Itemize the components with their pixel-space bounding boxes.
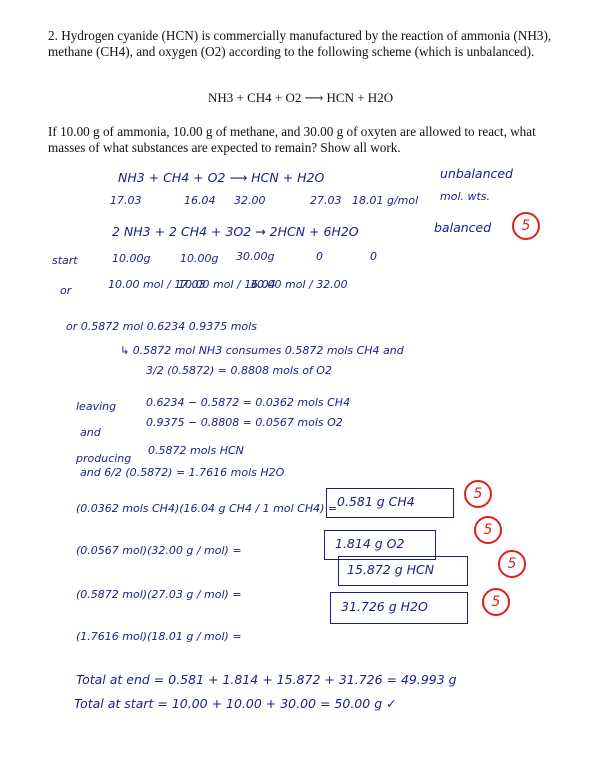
start-label: start (52, 254, 78, 267)
answer-box-hcn (338, 556, 468, 586)
mole-amounts: or 0.5872 mol 0.6234 0.9375 mols (66, 320, 257, 333)
start-o2: 30.00g (236, 250, 275, 263)
or-label: or (60, 284, 72, 297)
molwt-hcn: 27.03 (310, 194, 342, 207)
fraction-nh3: 10.00 mol / 17.03 (108, 278, 206, 291)
start-nh3: 10.00g (112, 252, 151, 265)
unbalanced-note: unbalanced (440, 166, 513, 181)
unbalanced-equation: NH3 + CH4 + O2 ⟶ HCN + H2O (118, 170, 325, 185)
score-badge: 5 (482, 588, 510, 616)
reaction-equation: NH3 + CH4 + O2 ⟶ HCN + H2O (208, 90, 394, 105)
score-badge: 5 (464, 480, 492, 508)
fraction-ch4: 10.00 mol / 16.04 (178, 278, 276, 291)
problem-text: 2. Hydrogen cyanide (HCN) is commercially manufactured by the reaction of ammonia (NH3), methane (CH4), and oxygen (O2) according to the following scheme (which is unbalanced). (48, 28, 552, 59)
score-badge: 5 (512, 212, 540, 240)
score-badge: 5 (498, 550, 526, 578)
balanced-equation: 2 NH3 + 2 CH4 + 3O2 → 2HCN + 6H2O (112, 224, 359, 239)
score-badge: 5 (474, 516, 502, 544)
calc-ch4: (0.0362 mols CH4)(16.04 g CH4 / 1 mol CH4) = (76, 502, 338, 515)
balanced-note: balanced (434, 220, 492, 235)
answer-h2o: 31.726 g H2O (341, 599, 428, 614)
answer-hcn: 15.872 g HCN (347, 562, 435, 577)
calc-hcn: (0.5872 mol)(27.03 g / mol) = (76, 588, 242, 601)
leaving-label: leaving (76, 400, 117, 413)
answer-box-h2o (330, 592, 468, 624)
molwt-nh3: 17.03 (110, 194, 142, 207)
answer-o2: 1.814 g O2 (335, 536, 405, 551)
molwt-o2: 32.00 (234, 194, 266, 207)
answer-box-ch4 (326, 488, 454, 518)
calc-h2o: (1.7616 mol)(18.01 g / mol) = (76, 630, 242, 643)
leftover-o2: 0.9375 − 0.8808 = 0.0567 mols O2 (146, 416, 343, 429)
and-label: and (80, 426, 101, 439)
answer-ch4: 0.581 g CH4 (337, 494, 415, 509)
leftover-ch4: 0.6234 − 0.5872 = 0.0362 mols CH4 (146, 396, 351, 409)
start-ch4: 10.00g (180, 252, 219, 265)
molwt-h2o: 18.01 g/mol (352, 194, 419, 207)
producing-label: producing (76, 452, 132, 465)
total-at-end: Total at end = 0.581 + 1.814 + 15.872 + 31.726 = 49.993 g (76, 672, 457, 687)
produced-h2o: and 6/2 (0.5872) = 1.7616 mols H2O (80, 466, 285, 479)
o2-consumed: 3/2 (0.5872) = 0.8808 mols of O2 (146, 364, 332, 377)
total-at-start: Total at start = 10.00 + 10.00 + 30.00 = 50.00 g ✓ (74, 696, 397, 711)
start-h2o: 0 (370, 250, 377, 263)
consumption-note: ↳ 0.5872 mol NH3 consumes 0.5872 mols CH4 and (120, 344, 404, 357)
fraction-o2: 30.00 mol / 32.00 (250, 278, 348, 291)
produced-hcn: 0.5872 mols HCN (148, 444, 244, 457)
start-hcn: 0 (316, 250, 323, 263)
calc-o2: (0.0567 mol)(32.00 g / mol) = (76, 544, 242, 557)
molwt-ch4: 16.04 (184, 194, 216, 207)
molwts-note: mol. wts. (440, 190, 491, 203)
problem-question: If 10.00 g of ammonia, 10.00 g of methane, and 30.00 g of oxyten are allowed to react, what masses of what substances are expected to remain? Show all work. (48, 124, 536, 155)
